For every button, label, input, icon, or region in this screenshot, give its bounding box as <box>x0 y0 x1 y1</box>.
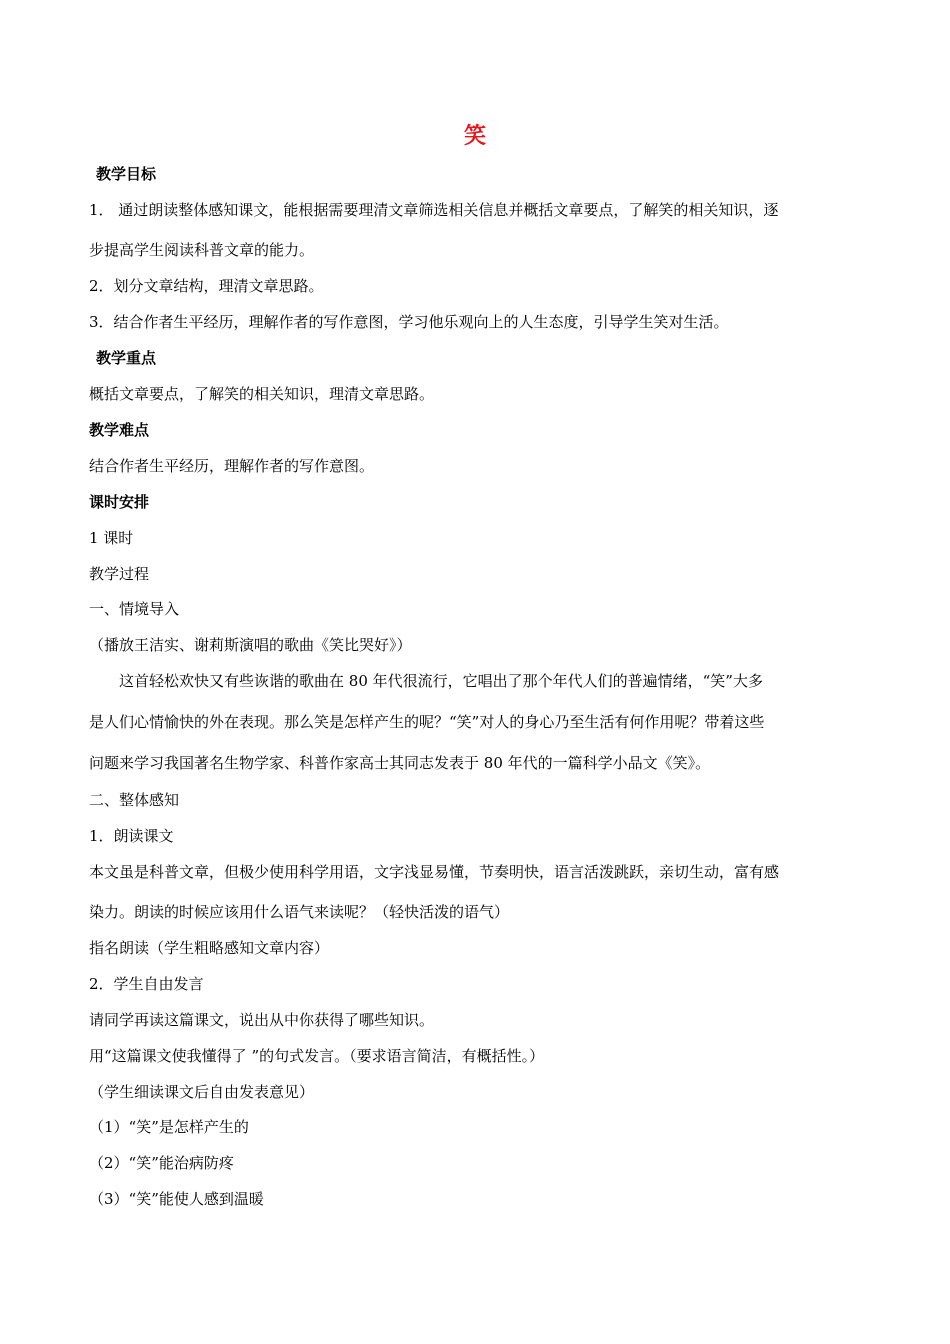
intro-paragraph-line-3: 问题来学习我国著名生物学家、科普作家高士其同志发表于 80 年代的一篇科学小品文《笑》。 <box>89 754 711 772</box>
point-1: （1）“笑”是怎样产生的 <box>89 1118 249 1136</box>
schedule-text: 1 课时 <box>89 529 134 547</box>
step-1-note: 指名朗读（学生粗略感知文章内容） <box>89 939 330 957</box>
document-title: 笑 <box>463 124 486 149</box>
heading-teaching-process: 教学过程 <box>89 565 150 583</box>
goal-1-line-2: 步提高学生阅读科普文章的能力。 <box>89 241 315 259</box>
step-2-heading: 2．学生自由发言 <box>89 975 204 993</box>
step-2-note: （学生细读课文后自由发表意见） <box>89 1083 315 1101</box>
heading-schedule: 课时安排 <box>89 493 150 511</box>
heading-teaching-goals: 教学目标 <box>96 165 157 183</box>
point-2: （2）“笑”能治病防疼 <box>89 1154 234 1172</box>
section-1-heading: 一、情境导入 <box>89 600 180 618</box>
goal-1-line-1: 1． 通过朗读整体感知课文，能根据需要理清文章筛选相关信息并概括文章要点，了解笑的相关知识，逐 <box>89 201 779 219</box>
step-1-text-line-2: 染力。朗读的时候应该用什么语气来读呢？（轻快活泼的语气） <box>89 903 510 921</box>
intro-paragraph-line-2: 是人们心情愉快的外在表现。那么笑是怎样产生的呢？“笑”对人的身心乃至生活有何作用呢？带着这些 <box>89 713 765 731</box>
point-3: （3）“笑”能使人感到温暖 <box>89 1190 264 1208</box>
difficulty-text: 结合作者生平经历，理解作者的写作意图。 <box>89 457 375 475</box>
section-1-note: （播放王洁实、谢莉斯演唱的歌曲《笑比哭好》） <box>89 636 412 654</box>
focus-text: 概括文章要点，了解笑的相关知识，理清文章思路。 <box>89 385 435 403</box>
heading-teaching-difficulty: 教学难点 <box>89 421 150 439</box>
intro-paragraph-line-1: 这首轻松欢快又有些诙谐的歌曲在 80 年代很流行，它唱出了那个年代人们的普遍情绪，“笑”大多 <box>119 672 763 690</box>
step-1-text-line-1: 本文虽是科普文章，但极少使用科学用语，文字浅显易懂，节奏明快，语言活泼跳跃，亲切生动，富有感 <box>89 863 780 881</box>
step-2-text: 请同学再读这篇课文，说出从中你获得了哪些知识。 <box>89 1011 435 1029</box>
section-2-heading: 二、整体感知 <box>89 791 180 809</box>
step-1-heading: 1．朗读课文 <box>89 827 174 845</box>
goal-2: 2．划分文章结构，理清文章思路。 <box>89 277 324 295</box>
heading-teaching-focus: 教学重点 <box>96 349 157 367</box>
step-2-prompt: 用“这篇课文使我懂得了 ”的句式发言。（要求语言简洁，有概括性。） <box>89 1047 545 1065</box>
goal-3: 3．结合作者生平经历，理解作者的写作意图，学习他乐观向上的人生态度，引导学生笑对生活。 <box>89 313 729 331</box>
